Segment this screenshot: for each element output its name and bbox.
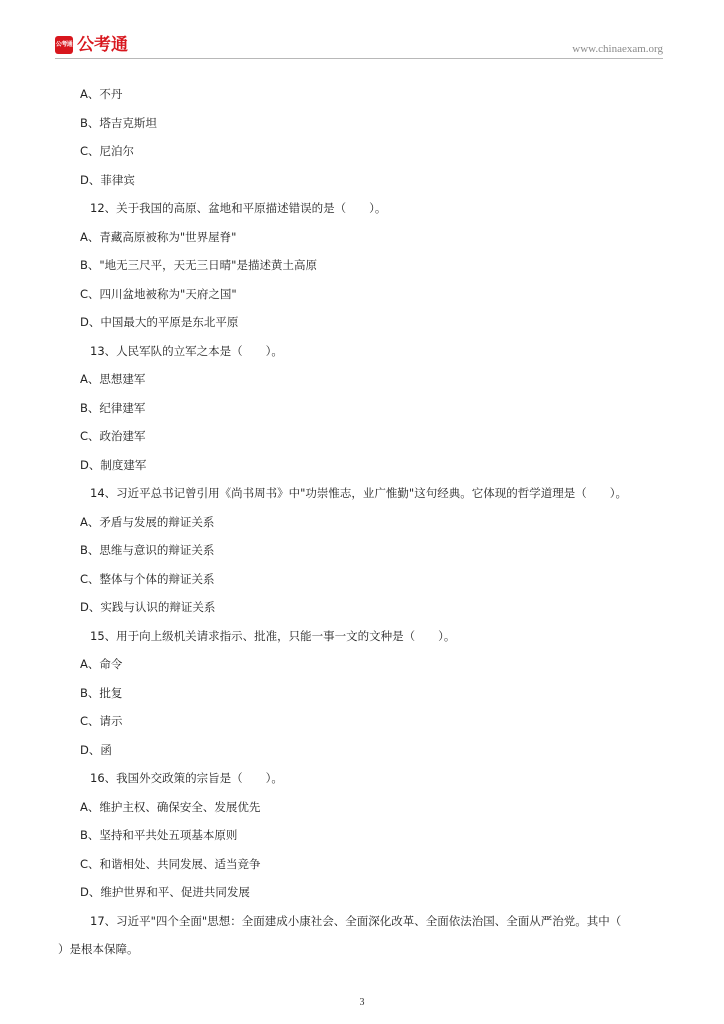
question-16: 16、我国外交政策的宗旨是（ ）。 <box>90 771 283 785</box>
option-line: A、不丹 <box>80 87 123 101</box>
option-line: D、实践与认识的辩证关系 <box>80 600 216 614</box>
site-url: www.chinaexam.org <box>572 43 663 55</box>
question-15: 15、用于向上级机关请求指示、批准，只能一事一文的文种是（ ）。 <box>90 628 456 643</box>
question-14: 14、习近平总书记曾引用《尚书周书》中"功崇惟志，业广惟勤"这句经典。它体现的哲学道理是（ ）。 <box>90 486 627 500</box>
page-number: 3 <box>359 997 365 1008</box>
option-line: C、请示 <box>80 714 123 728</box>
option-line: C、尼泊尔 <box>80 144 135 158</box>
option-line: B、塔吉克斯坦 <box>80 115 157 130</box>
option-line: D、函 <box>80 742 112 757</box>
option-line: B、批复 <box>80 685 123 700</box>
document-body <box>58 80 650 964</box>
question-17-continuation: ）是根本保障。 <box>58 942 139 956</box>
option-line: D、维护世界和平、促进共同发展 <box>80 885 250 899</box>
option-line: B、思维与意识的辩证关系 <box>80 543 215 557</box>
option-line: C、政治建军 <box>80 429 146 443</box>
option-line: B、纪律建军 <box>80 400 146 415</box>
option-line: D、制度建军 <box>80 457 147 472</box>
option-line: A、青藏高原被称为"世界屋脊" <box>80 229 237 244</box>
brand-logo <box>55 36 128 54</box>
logo-text: 公考通 <box>77 35 128 55</box>
option-line: A、维护主权、确保安全、发展优先 <box>80 799 261 814</box>
option-line: C、四川盆地被称为"天府之国" <box>80 286 237 301</box>
option-line: A、思想建军 <box>80 372 146 386</box>
option-line: D、菲律宾 <box>80 172 135 187</box>
option-line: C、整体与个体的辩证关系 <box>80 571 215 586</box>
question-17: 17、习近平"四个全面"思想：全面建成小康社会、全面深化改革、全面依法治国、全面从严治党。其中（ <box>90 913 622 928</box>
option-line: A、矛盾与发展的辩证关系 <box>80 514 215 529</box>
logo-icon: 公考通 <box>55 36 73 54</box>
question-13: 13、人民军队的立军之本是（ ）。 <box>90 343 283 358</box>
option-line: B、坚持和平共处五项基本原则 <box>80 828 238 842</box>
page-header <box>55 34 663 59</box>
option-line: C、和谐相处、共同发展、适当竞争 <box>80 856 261 871</box>
option-line: D、中国最大的平原是东北平原 <box>80 315 239 329</box>
option-line: A、命令 <box>80 657 123 671</box>
option-line: B、"地无三尺平，天无三日晴"是描述黄土高原 <box>80 258 317 272</box>
question-12: 12、关于我国的高原、盆地和平原描述错误的是（ ）。 <box>90 201 387 215</box>
